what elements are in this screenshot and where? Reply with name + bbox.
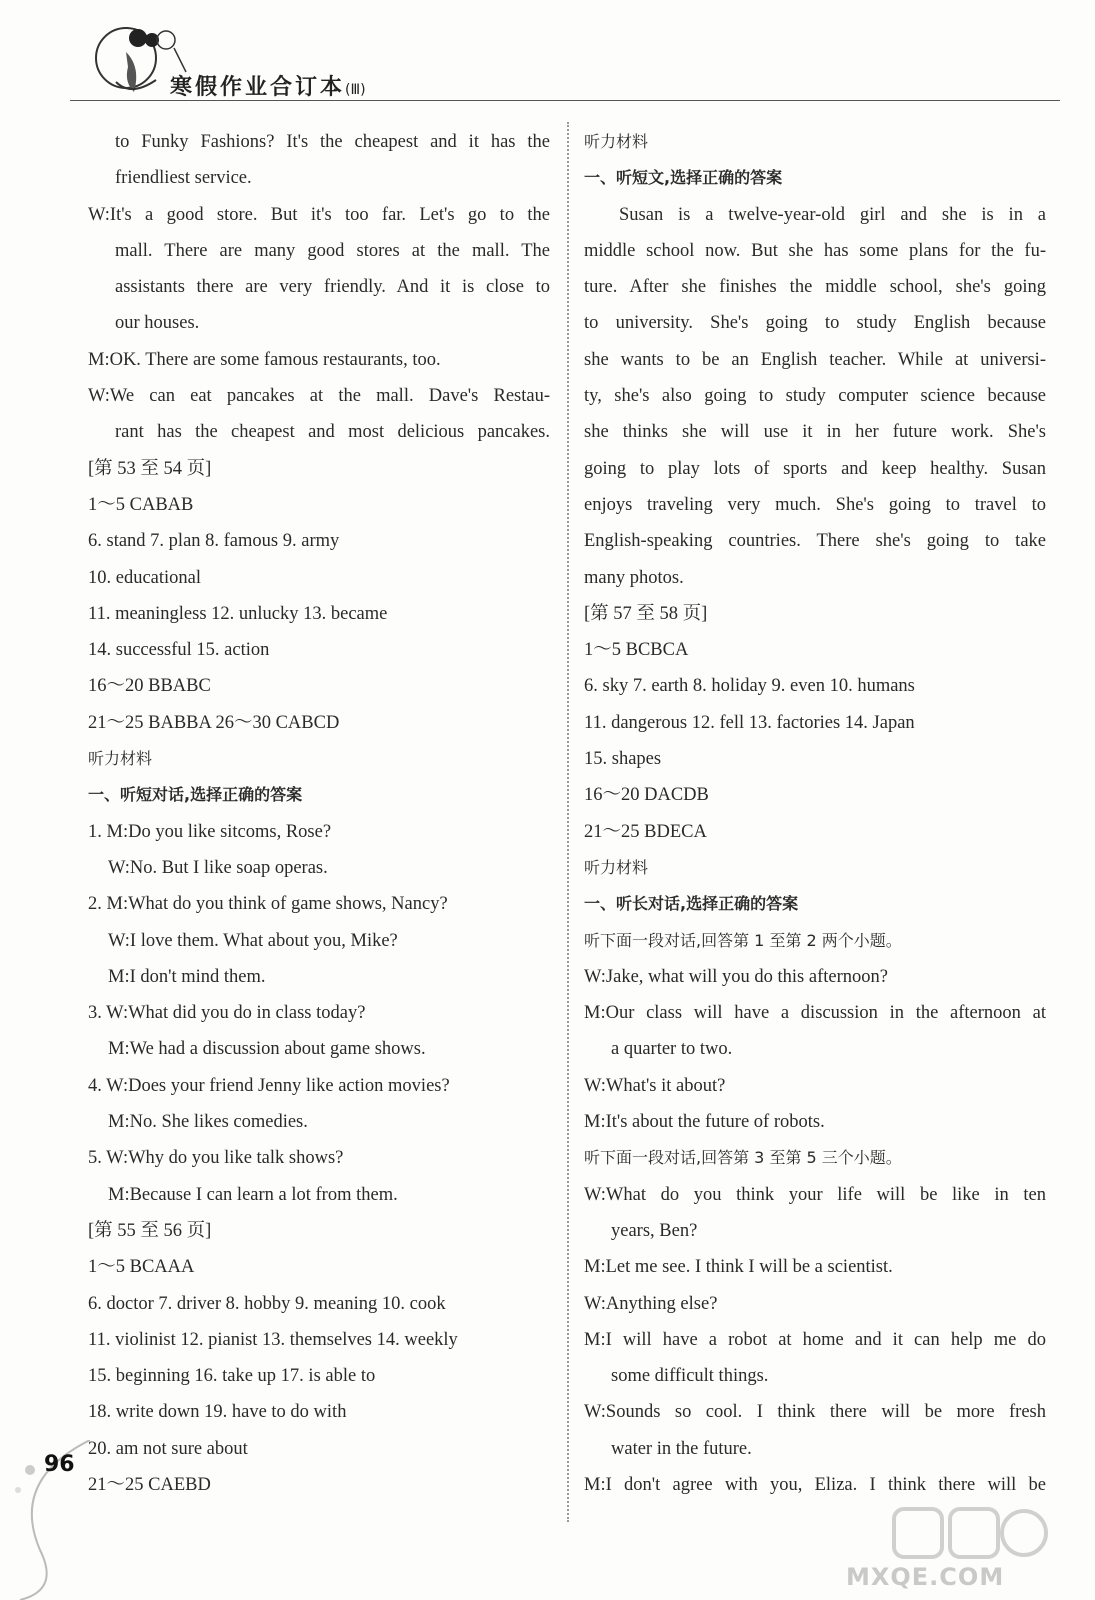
text-line: 21～25 BDECA: [584, 821, 707, 842]
text-line: W:I love them. What about you, Mike?: [108, 930, 398, 951]
text-line: W:We can eat pancakes at the mall. Dave's Restau-: [88, 386, 550, 407]
text-line: mall. There are many good stores at the mall. The: [115, 240, 550, 261]
text-line: 21～25 CAEBD: [88, 1474, 211, 1495]
text-line: water in the future.: [611, 1438, 752, 1459]
right-column: [584, 124, 1046, 1503]
section-heading: 一、听短文,选择正确的答案: [584, 168, 783, 188]
text-line: W:What do you think your life will be like in ten: [584, 1184, 1046, 1205]
text-line: she wants to be an English teacher. While at universi-: [584, 349, 1046, 370]
text-line: M:We had a discussion about game shows.: [108, 1039, 426, 1060]
text-line: 11. dangerous 12. fell 13. factories 14. Japan: [584, 712, 915, 733]
text-line: 6. doctor 7. driver 8. hobby 9. meaning 10. cook: [88, 1293, 446, 1314]
text-line: a quarter to two.: [611, 1039, 733, 1060]
text-line: rant has the cheapest and most delicious pancakes.: [115, 422, 550, 443]
text-line: [第 55 至 56 页]: [88, 1220, 212, 1241]
text-line: 18. write down 19. have to do with: [88, 1402, 347, 1423]
text-line: our houses.: [115, 313, 200, 334]
watermark-text: MXQE.COM: [846, 1563, 1005, 1591]
text-line: 3. W:What did you do in class today?: [88, 1003, 366, 1024]
text-line: 6. sky 7. earth 8. holiday 9. even 10. humans: [584, 676, 915, 697]
text-line: 10. educational: [88, 567, 202, 588]
text-line: some difficult things.: [611, 1366, 769, 1387]
text-line: W:What's it about?: [584, 1075, 726, 1096]
text-line: many photos.: [584, 567, 684, 588]
text-line: W:Jake, what will you do this afternoon?: [584, 966, 888, 987]
text-line: 2. M:What do you think of game shows, Nancy?: [88, 894, 448, 915]
text-line: 1. M:Do you like sitcoms, Rose?: [88, 821, 332, 842]
text-line: M:I don't mind them.: [108, 966, 266, 987]
text-line: 1～5 BCBCA: [584, 640, 689, 661]
text-line: enjoys traveling very much. She's going to travel to: [584, 494, 1046, 515]
text-line: M:I don't agree with you, Eliza. I think there will be: [584, 1474, 1046, 1495]
text-line: 1～5 CABAB: [88, 494, 194, 515]
text-line: English-speaking countries. There she's going to take: [584, 531, 1046, 552]
text-line: W:Anything else?: [584, 1293, 718, 1314]
text-line: years, Ben?: [611, 1220, 698, 1241]
text-line: 1～5 BCAAA: [88, 1257, 195, 1278]
text-line: middle school now. But she has some plans for the fu-: [584, 240, 1046, 261]
text-line: 16～20 BBABC: [88, 676, 211, 697]
book-title: 寒假作业合订本(Ⅲ): [170, 75, 366, 100]
text-line: W:Sounds so cool. I think there will be more fresh: [584, 1402, 1046, 1423]
text-line: ty, she's also going to study computer science because: [584, 386, 1046, 407]
text-line: M:OK. There are some famous restaurants, too.: [88, 349, 441, 370]
text-line: 21～25 BABBA 26～30 CABCD: [88, 712, 340, 733]
section-heading: 听力材料: [584, 132, 649, 151]
section-heading: 一、听短对话,选择正确的答案: [88, 785, 303, 805]
text-line: W:No. But I like soap operas.: [108, 857, 328, 878]
text-line: W:It's a good store. But it's too far. Let's go to the: [88, 204, 550, 225]
text-line: M:No. She likes comedies.: [108, 1112, 308, 1133]
text-line: 14. successful 15. action: [88, 640, 270, 661]
page-header: [70, 22, 1060, 102]
text-line: 6. stand 7. plan 8. famous 9. army: [88, 531, 340, 552]
text-line: M:Because I can learn a lot from them.: [108, 1184, 398, 1205]
text-line: to Funky Fashions? It's the cheapest and it has the: [115, 132, 550, 152]
header-rule: [70, 100, 1060, 101]
text-line: 11. violinist 12. pianist 13. themselves 14. weekly: [88, 1329, 458, 1350]
text-line: assistants there are very friendly. And it is close to: [115, 277, 550, 298]
text-line: M:It's about the future of robots.: [584, 1112, 825, 1133]
section-heading: 听力材料: [88, 749, 153, 769]
section-heading: 一、听长对话,选择正确的答案: [584, 894, 799, 914]
text-line: M:Let me see. I think I will be a scientist.: [584, 1257, 893, 1278]
text-line: 4. W:Does your friend Jenny like action movies?: [88, 1075, 450, 1096]
text-line: Susan is a twelve-year-old girl and she is in a: [619, 204, 1046, 225]
text-line: 15. shapes: [584, 749, 662, 770]
text-line: friendliest service.: [115, 168, 252, 189]
text-line: 16～20 DACDB: [584, 785, 709, 806]
volume-label: (Ⅲ): [345, 82, 366, 98]
text-line: [第 57 至 58 页]: [584, 603, 708, 624]
text-line: M:I will have a robot at home and it can help me do: [584, 1329, 1046, 1350]
section-heading: 听下面一段对话,回答第 3 至第 5 三个小题。: [584, 1148, 902, 1168]
text-line: 11. meaningless 12. unlucky 13. became: [88, 603, 388, 624]
left-column: [88, 124, 550, 1503]
text-line: to university. She's going to study English because: [584, 313, 1046, 334]
column-divider: [567, 122, 569, 1522]
text-line: she thinks she will use it in her future work. She's: [584, 422, 1046, 443]
text-line: M:Our class will have a discussion in the afternoon at: [584, 1003, 1046, 1024]
text-line: [第 53 至 54 页]: [88, 458, 212, 479]
text-line: ture. After she finishes the middle school, she's going: [584, 277, 1046, 298]
section-heading: 听下面一段对话,回答第 1 至第 2 两个小题。: [584, 930, 902, 950]
text-line: 20. am not sure about: [88, 1438, 248, 1459]
text-line: going to play lots of sports and keep healthy. Susan: [584, 458, 1046, 479]
text-line: 5. W:Why do you like talk shows?: [88, 1148, 344, 1169]
section-heading: 听力材料: [584, 857, 649, 877]
text-line: 15. beginning 16. take up 17. is able to: [88, 1366, 376, 1387]
page-number: 96: [44, 1452, 75, 1477]
